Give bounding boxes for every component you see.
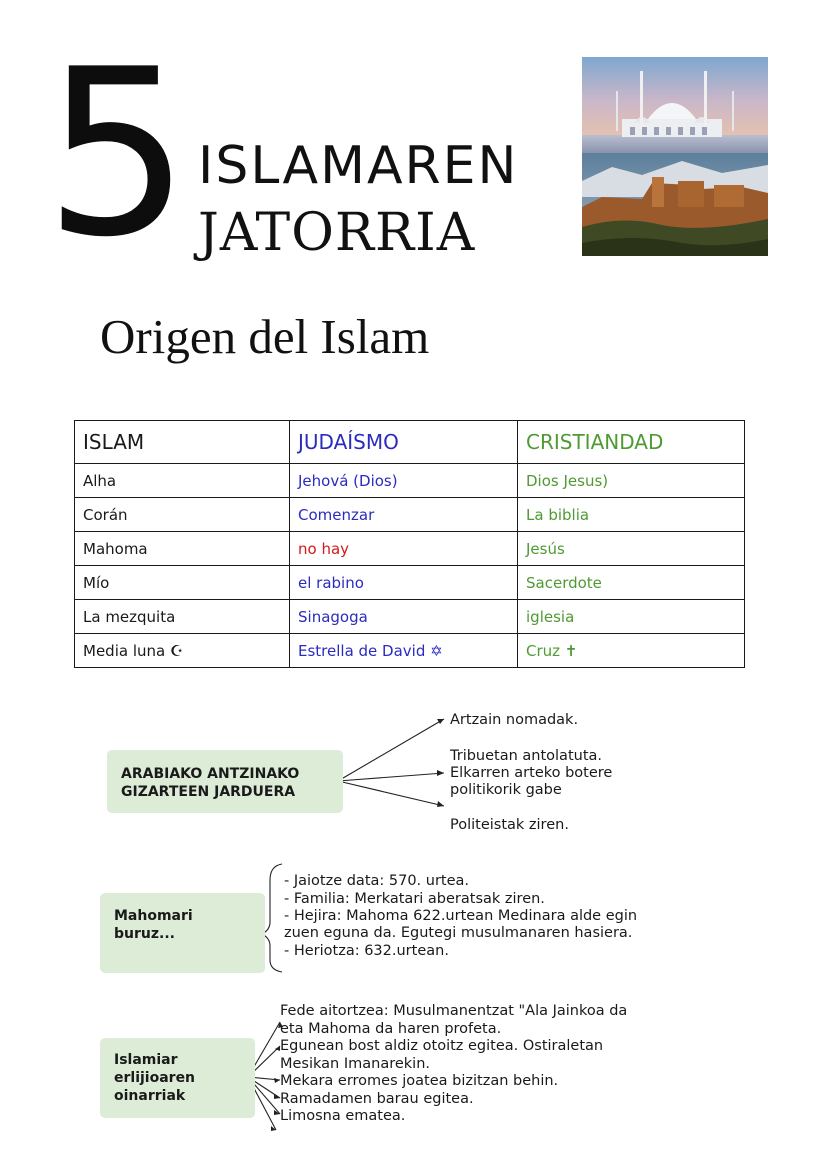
card-label-line: ARABIAKO ANTZINAKO <box>121 766 300 782</box>
note-item: Politeistak ziren. <box>450 817 569 833</box>
cell-judaism: el rabino <box>290 566 518 600</box>
note-item: Elkarren arteko botere <box>450 765 613 781</box>
card-label-line: buruz... <box>114 926 175 942</box>
cell-judaism: Comenzar <box>290 498 518 532</box>
cell-islam: La mezquita <box>75 600 290 634</box>
cell-judaism: no hay <box>290 532 518 566</box>
note-item: Tribuetan antolatuta. <box>450 748 603 764</box>
header-christianity: CRISTIANDAD <box>518 421 745 464</box>
page-subtitle: Origen del Islam <box>100 309 430 364</box>
chapter-number: 5 <box>44 21 191 288</box>
note-item: - Heriotza: 632.urtean. <box>284 943 449 959</box>
header-judaism: JUDAÍSMO <box>290 421 518 464</box>
card-label-line: GIZARTEEN JARDUERA <box>121 784 296 800</box>
card-label-line: oinarriak <box>114 1088 186 1104</box>
cell-judaism: Jehová (Dios) <box>290 464 518 498</box>
cell-christianity: Sacerdote <box>518 566 745 600</box>
cell-christianity: La biblia <box>518 498 745 532</box>
concept-card-islam-pillars <box>100 1038 255 1118</box>
cell-islam: Mío <box>75 566 290 600</box>
note-item: - Hejira: Mahoma 622.urtean Medinara alde egin <box>284 908 638 924</box>
cell-judaism: Sinagoga <box>290 600 518 634</box>
note-item: Fede aitortzea: Musulmanentzat "Ala Jainkoa da <box>280 1003 628 1019</box>
cell-islam: Corán <box>75 498 290 532</box>
card-label-line: Islamiar <box>114 1052 178 1068</box>
concept-card-arabian-societies <box>107 750 343 813</box>
note-item: Ramadamen barau egitea. <box>280 1091 474 1107</box>
card-label-line: Mahomari <box>114 908 193 924</box>
concept-card-about-mahoma <box>100 893 265 973</box>
note-item: politikorik gabe <box>450 782 562 798</box>
cell-christianity: iglesia <box>518 600 745 634</box>
note-item: zuen eguna da. Egutegi musulmanaren hasiera. <box>284 925 633 941</box>
cell-christianity: Cruz ✝ <box>518 634 745 668</box>
note-item: Egunean bost aldiz otoitz egitea. Ostiraletan <box>280 1038 604 1054</box>
chapter-title-line1: ISLAMAREN <box>198 136 519 196</box>
cell-christianity: Dios Jesus) <box>518 464 745 498</box>
cell-christianity: Jesús <box>518 532 745 566</box>
note-item: Artzain nomadak. <box>450 712 579 728</box>
note-item: Limosna ematea. <box>280 1108 406 1124</box>
cell-islam: Alha <box>75 464 290 498</box>
note-item: eta Mahoma da haren profeta. <box>280 1021 502 1037</box>
card-label-line: erlijioaren <box>114 1070 196 1086</box>
cell-judaism: Estrella de David ✡ <box>290 634 518 668</box>
header-islam: ISLAM <box>75 421 290 464</box>
cell-islam: Mahoma <box>75 532 290 566</box>
note-item: - Jaiotze data: 570. urtea. <box>284 873 470 889</box>
chapter-title-line2: JATORRIA <box>198 203 476 263</box>
note-item: - Familia: Merkatari aberatsak ziren. <box>284 891 545 907</box>
note-item: Mesikan Imanarekin. <box>280 1056 430 1072</box>
cell-islam: Media luna ☪ <box>75 634 290 668</box>
note-item: Mekara erromes joatea bizitzan behin. <box>280 1073 559 1089</box>
